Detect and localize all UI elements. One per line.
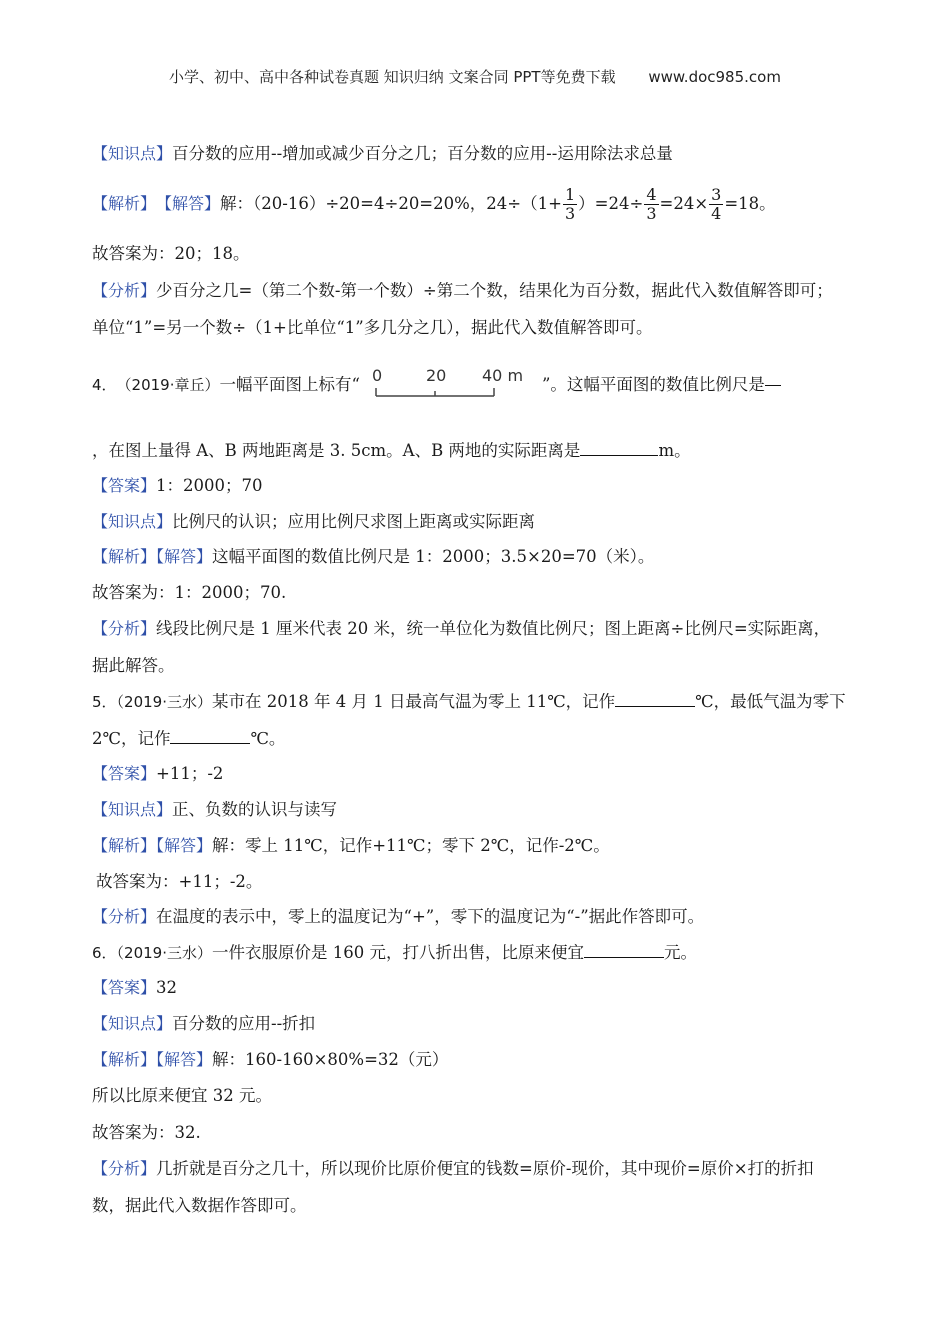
tag-solution: 【解答】 xyxy=(156,194,221,213)
tag-analysis: 【解析】 xyxy=(92,194,157,213)
q4-final: 故答案为：1：2000；70. xyxy=(92,583,287,602)
fraction-3-4: $\frac{3}{4}$ xyxy=(711,184,722,223)
scale-label-0: 0 xyxy=(371,368,383,385)
tag-knowledge: 【知识点】 xyxy=(92,144,173,163)
q5-source: （2019·三水） xyxy=(116,693,212,711)
q3-fenxi: 【分析】少百分之几=（第二个数-第一个数）÷第二个数，结果化为百分数，据此代入数值解答即可； xyxy=(92,281,833,300)
q3-fenxi-2: 单位“1”=另一个数÷（1+比单位“1”多几分之几），据此代入数值解答即可。 xyxy=(92,318,653,337)
q3-final: 故答案为：20；18。 xyxy=(92,244,250,263)
q6-answer: 【答案】32 xyxy=(92,978,178,997)
q4-fenxi: 【分析】线段比例尺是 1 厘米代表 20 米，统一单位化为数值比例尺；图上距离÷比例尺=实际距离， xyxy=(92,619,831,638)
q5-answer: 【答案】+11；-2 xyxy=(92,764,224,783)
q5-stem: 5．（2019·三水）某市在 2018 年 4 月 1 日最高气温为零上 11℃，记作 ℃，最低气温为零下 xyxy=(92,692,846,711)
q4-fenxi-2: 据此解答。 xyxy=(92,656,175,675)
q6-source: （2019·三水） xyxy=(116,944,212,962)
q5-final: 故答案为：+11；-2。 xyxy=(96,872,263,891)
line-scale-figure xyxy=(366,368,536,402)
q6-final: 故答案为：32. xyxy=(92,1123,201,1142)
page-header xyxy=(0,66,950,87)
q4-source: （2019·章丘） xyxy=(116,375,220,394)
q6-line2: 所以比原来便宜 32 元。 xyxy=(92,1086,272,1105)
q4-knowledge: 【知识点】比例尺的认识；应用比例尺求图上距离或实际距离 xyxy=(92,512,536,531)
q6-blank[interactable] xyxy=(584,956,664,958)
q5-fenxi: 【分析】在温度的表示中，零上的温度记为“+”，零下的温度记为“-”据此作答即可。 xyxy=(92,907,705,926)
q4-answer: 【答案】1：2000；70 xyxy=(92,476,263,495)
q5-stem-2: 2℃，记作 ℃。 xyxy=(92,729,286,748)
scale-label-40: 40 m xyxy=(481,368,523,385)
q3-knowledge: 【知识点】百分数的应用--增加或减少百分之几；百分数的应用--运用除法求总量 xyxy=(92,144,673,163)
fraction-1-3: $\frac{1}{3}$ xyxy=(564,184,576,223)
q4-stem-2: ，在图上量得 A、B 两地距离是 3. 5cm。A、B 两地的实际距离是 m。 xyxy=(92,441,691,460)
fraction-4-3: $\frac{4}{3}$ xyxy=(646,184,657,223)
q5-blank-2[interactable] xyxy=(170,742,250,744)
q6-fenxi: 【分析】几折就是百分之几十，所以现价比原价便宜的钱数=原价-现价，其中现价=原价×打的折扣 xyxy=(92,1159,814,1178)
q6-number: 6． xyxy=(92,944,117,962)
scale-label-20: 20 xyxy=(425,368,447,385)
q3-solution: 【解析】 【解答】 解：（20-16）÷20=4÷20=20%，24÷（1+ $\frac{1}{3}$ ）=24÷ $\frac{4}{3}$ =24× $\frac{3}{4}$ =18。 xyxy=(92,184,776,223)
tag-fenxi: 【分析】 xyxy=(92,281,157,300)
q5-blank-1[interactable] xyxy=(615,705,695,707)
q4-solution: 【解析】【解答】这幅平面图的数值比例尺是 1：2000；3.5×20=70（米）。 xyxy=(92,547,655,566)
q6-solution: 【解析】【解答】解：160-160×80%=32（元） xyxy=(92,1050,449,1069)
q6-stem: 6．（2019·三水）一件衣服原价是 160 元，打八折出售，比原来便宜 元。 xyxy=(92,943,697,962)
q4-number: 4． xyxy=(92,375,117,394)
q6-fenxi-2: 数，据此代入数据作答即可。 xyxy=(92,1196,307,1215)
q4-blank-1[interactable] xyxy=(765,384,781,386)
q5-number: 5． xyxy=(92,693,117,711)
q4-blank-2[interactable] xyxy=(580,454,658,456)
q5-solution: 【解析】【解答】解：零上 11℃，记作+11℃；零下 2℃，记作-2℃。 xyxy=(92,836,610,855)
header-site: www.doc985.com xyxy=(648,68,781,86)
q6-knowledge: 【知识点】百分数的应用--折扣 xyxy=(92,1014,316,1033)
header-text: 小学、初中、高中各种试卷真题 知识归纳 文案合同 PPT等免费下载 xyxy=(169,68,616,86)
q5-knowledge: 【知识点】正、负数的认识与读写 xyxy=(92,800,338,819)
q4-stem: 4． （2019·章丘） 一幅平面图上标有“ 0 20 40 m ”。这幅平面图的数值比例尺是 xyxy=(92,368,781,402)
